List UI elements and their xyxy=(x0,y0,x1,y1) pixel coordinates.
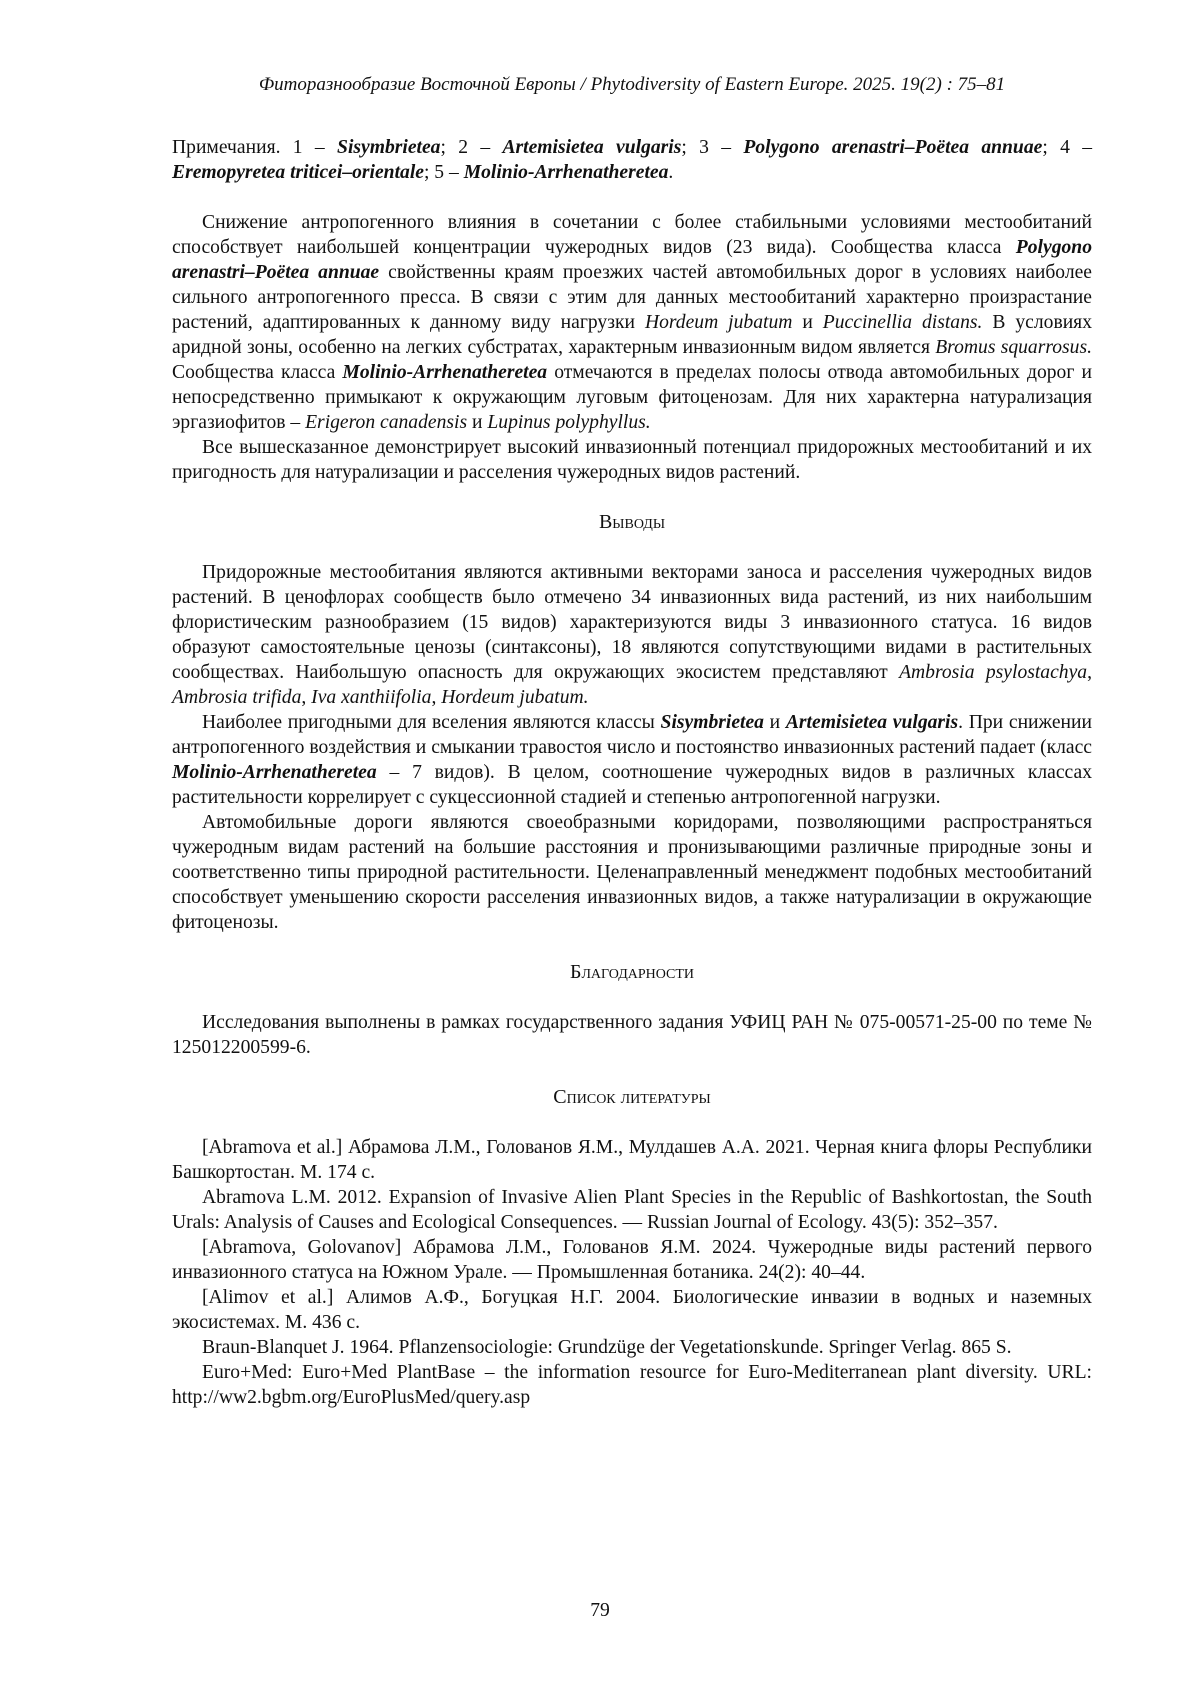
text: отмечаются в пределах полосы отвода автомобильных дорог и непосредственно примыкают к окружающим луговым фитоценозам. Для них характерна натурализация эргазиофитов – xyxy=(172,362,1092,433)
note-taxon-5: Molinio-Arrhenatheretea xyxy=(464,162,669,183)
text: Наиболее пригодными для вселения являются классы xyxy=(202,712,661,733)
section-title-acknowledgements: Благодарности xyxy=(172,960,1092,985)
reference-item: [Alimov et al.] Алимов А.Ф., Богуцкая Н.Г. 2004. Биологические инвазии в водных и наземных экосистемах. М. 436 с. xyxy=(172,1285,1092,1335)
text: Придорожные местообитания являются активными векторами заноса и расселения чужеродных видов растений. В ценофлорах сообществ было отмечено 34 инвазионных вида растений, из них наибольшим флористическим разнообразием (15 видов) характеризуются виды 3 инвазионного статуса. 16 видов образуют самостоятельные ценозы (синтаксоны), 18 являются сопутствующими видами в растительных сообществах. Наибольшую опасность для окружающих экосистем представляют xyxy=(172,562,1092,683)
species: Erigeron canadensis xyxy=(305,412,467,433)
paragraph-conclusions-2 xyxy=(172,710,1092,810)
note-taxon-2: Artemisietea vulgaris xyxy=(502,137,681,158)
species: Lupinus polyphyllus. xyxy=(487,412,650,433)
text: . При снижении антропогенного воздействия и смыкании травостоя число и постоянство инвазионных растений падает (класс xyxy=(172,712,1092,758)
reference-item: [Abramova et al.] Абрамова Л.М., Голованов Я.М., Мулдашев А.А. 2021. Черная книга флоры Республики Башкортостан. М. 174 с. xyxy=(172,1135,1092,1185)
section-title-references: Список литературы xyxy=(172,1085,1092,1110)
text: , xyxy=(431,687,441,708)
text: , xyxy=(1087,662,1092,683)
note-taxon-1: Sisymbrietea xyxy=(337,137,440,158)
species: Hordeum jubatum. xyxy=(441,687,588,708)
taxon: Polygono arenastri–Poëtea annuae xyxy=(172,237,1092,283)
text: и xyxy=(764,712,786,733)
page-body xyxy=(172,72,1092,1410)
note-taxon-4: Eremopyretea triticei–orientale xyxy=(172,162,424,183)
reference-item: Abramova L.M. 2012. Expansion of Invasive Alien Plant Species in the Republic of Bashkortostan, the South Urals: Analysis of Causes and Ecological Consequences. — Russian Journal of Ecology. 43(5): 352–357. xyxy=(172,1185,1092,1235)
notes-sep: ; 2 – xyxy=(440,137,502,158)
taxon: Sisymbrietea xyxy=(661,712,764,733)
text: – 7 видов). В целом, соотношение чужеродных видов в различных классах растительности коррелирует с сукцессионной стадией и степенью антропогенной нагрузки. xyxy=(172,762,1092,808)
text: , xyxy=(301,687,311,708)
text: и xyxy=(467,412,487,433)
notes-sep: ; 4 – xyxy=(1042,137,1092,158)
reference-item: Euro+Med: Euro+Med PlantBase – the information resource for Euro-Mediterranean plant diversity. URL: http://ww2.bgbm.org/EuroPlusMed/query.asp xyxy=(172,1360,1092,1410)
page-number: 79 xyxy=(0,1600,1200,1622)
section-title-conclusions: Выводы xyxy=(172,510,1092,535)
taxon: Artemisietea vulgaris xyxy=(786,712,958,733)
text: В условиях аридной зоны, особенно на легких субстратах, характерным инвазионным видом является xyxy=(172,312,1092,358)
species: Ambrosia psylostachya xyxy=(899,662,1087,683)
paragraph-habitats xyxy=(172,210,1092,435)
reference-list xyxy=(172,1135,1092,1410)
species: Puccinellia distans. xyxy=(823,312,983,333)
text: и xyxy=(792,312,822,333)
species: Iva xanthiifolia xyxy=(311,687,431,708)
notes-prefix: Примечания. 1 – xyxy=(172,137,337,158)
running-head: Фиторазнообразие Восточной Европы / Phytodiversity of Eastern Europe. 2025. 19(2) : 75–81 xyxy=(172,72,1092,97)
species: Hordeum jubatum xyxy=(645,312,792,333)
taxon: Molinio-Arrhenatheretea xyxy=(172,762,377,783)
note-taxon-3: Polygono arenastri–Poëtea annuae xyxy=(743,137,1042,158)
notes-sep: ; 5 – xyxy=(424,162,464,183)
notes-end: . xyxy=(668,162,673,183)
reference-item: Braun-Blanquet J. 1964. Pflanzensociologie: Grundzüge der Vegetationskunde. Springer Verlag. 865 S. xyxy=(172,1335,1092,1360)
species: Ambrosia trifida xyxy=(172,687,301,708)
paragraph-conclusions-1 xyxy=(172,560,1092,710)
species: Bromus squarrosus. xyxy=(935,337,1092,358)
notes-sep: ; 3 – xyxy=(681,137,743,158)
text: Снижение антропогенного влияния в сочетании с более стабильными условиями местообитаний способствует наибольшей концентрации чужеродных видов (23 вида). Сообщества класса xyxy=(172,212,1092,258)
taxon: Molinio-Arrhenatheretea xyxy=(342,362,547,383)
text: Сообщества класса xyxy=(172,362,342,383)
reference-item: [Abramova, Golovanov] Абрамова Л.М., Голованов Я.М. 2024. Чужеродные виды растений первого инвазионного статуса на Южном Урале. — Промышленная ботаника. 24(2): 40–44. xyxy=(172,1235,1092,1285)
paragraph-conclusions-3: Автомобильные дороги являются своеобразными коридорами, позволяющими распространяться чужеродным видам растений на большие расстояния и пронизывающими различные природные зоны и соответственно типы природной растительности. Целенаправленный менеджмент подобных местообитаний способствует уменьшению скорости расселения инвазионных видов, а также натурализации в окружающие фитоценозы. xyxy=(172,810,1092,935)
paragraph-acknowledgements: Исследования выполнены в рамках государственного задания УФИЦ РАН № 075-00571-25-00 по теме № 125012200599-6. xyxy=(172,1010,1092,1060)
table-notes xyxy=(172,135,1092,185)
text: свойственны краям проезжих частей автомобильных дорог в условиях наиболее сильного антропогенного пресса. В связи с этим для данных местообитаний характерно произрастание растений, адаптированных к данному виду нагрузки xyxy=(172,262,1092,333)
paragraph-summary: Все вышесказанное демонстрирует высокий инвазионный потенциал придорожных местообитаний и их пригодность для натурализации и расселения чужеродных видов растений. xyxy=(172,435,1092,485)
